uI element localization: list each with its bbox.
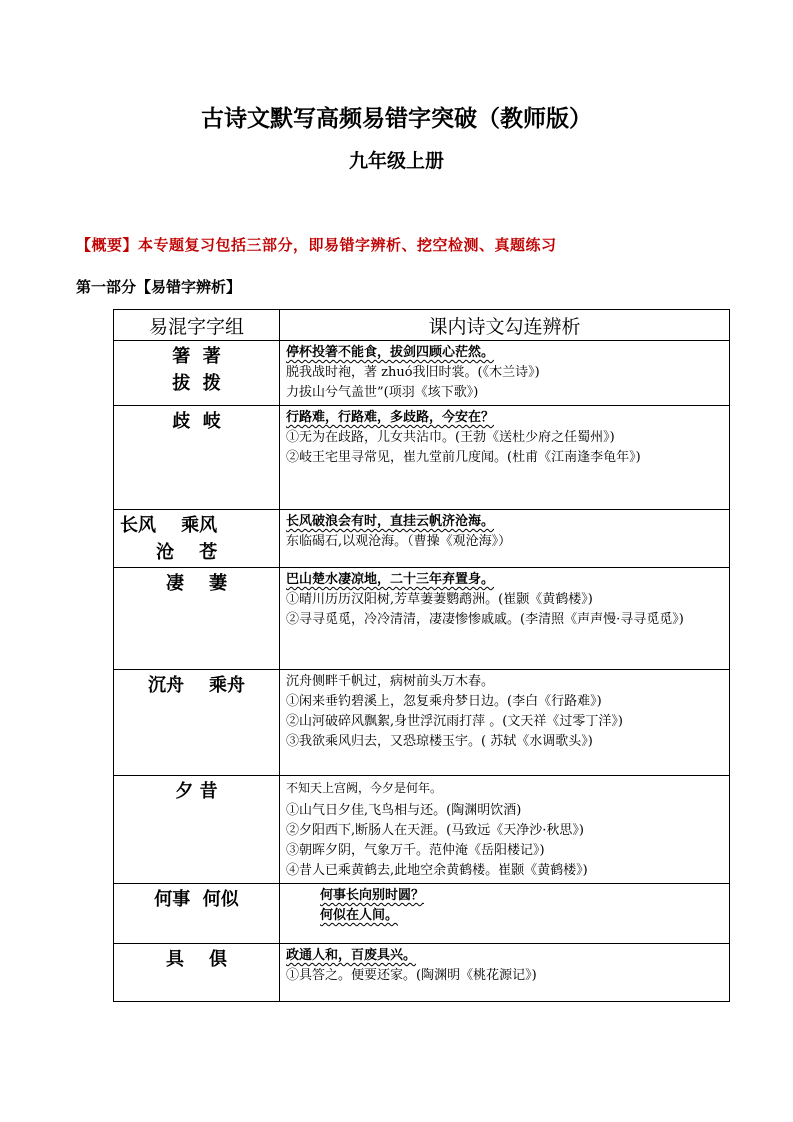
char-group-cell: [114, 944, 280, 1002]
part-heading: 第一部分【易错字辨析】: [76, 278, 242, 296]
verse-line: ②夕阳西下,断肠人在天涯。(马致远《天净沙·秋思》): [286, 823, 584, 838]
char-group: 具 俱: [165, 949, 228, 970]
analysis-cell: [280, 944, 730, 1002]
key-verse: 长风破浪会有时，直挂云帆济沧海。: [286, 514, 495, 529]
key-verse: 巴山楚水凄凉地，二十三年弃置身。: [286, 572, 495, 587]
header-char-group: 易混字字组: [114, 310, 280, 341]
char-group-cell: [114, 670, 280, 776]
confusable-characters-table: [113, 309, 730, 1002]
verse-line: ③朝晖夕阴，气象万千。范仲淹《岳阳楼记》): [286, 843, 545, 858]
table-row: [114, 568, 730, 670]
verse-line: 沉舟侧畔千帆过，病树前头万木春。: [286, 674, 495, 689]
verse-line: 力拔山兮气盖世”(项羽《垓下歌》): [286, 385, 479, 400]
char-group: 歧 岐: [172, 411, 221, 432]
table-row: [114, 670, 730, 776]
key-verse: 何事长向别时圆？: [320, 888, 425, 903]
verse-line: ③我欲乘风归去，又恐琼楼玉宇。( 苏轼《水调歌头》): [286, 734, 593, 749]
header-analysis: 课内诗文勾连辨析: [280, 310, 730, 341]
key-verse: 行路难，行路难，多歧路，今安在？: [286, 410, 495, 425]
analysis-cell: [280, 884, 730, 944]
char-group-cell: [114, 568, 280, 670]
char-group-cell: [114, 776, 280, 884]
char-group: 夕 昔: [175, 781, 218, 802]
char-group: 沧 苍: [156, 542, 218, 563]
table-row: [114, 944, 730, 1002]
verse-line: ②山河破碎风飘絮,身世浮沉雨打萍 。(文天祥《过零丁洋》): [286, 714, 623, 729]
analysis-cell: [280, 510, 730, 568]
table-row: [114, 341, 730, 406]
table-row: [114, 406, 730, 510]
char-group: 沉舟 乘舟: [147, 675, 246, 696]
table-header-row: [114, 310, 730, 341]
verse-line: ①晴川历历汉阳树,芳草萋萋鹦鹉洲。(崔颢《黄鹤楼》): [286, 592, 593, 607]
overview-text: 【概要】本专题复习包括三部分，即易错字辨析、挖空检测、真题练习: [76, 236, 557, 254]
char-group: 箸 著: [172, 346, 221, 367]
verse-line: ②岐王宅里寻常见，崔九堂前几度闻。(杜甫《江南逢李龟年》): [286, 450, 641, 465]
table-row: [114, 776, 730, 884]
key-verse: 政通人和，百废具兴。: [286, 948, 417, 963]
char-group-cell: [114, 406, 280, 510]
analysis-cell: [280, 670, 730, 776]
char-group-cell: [114, 341, 280, 406]
table-row: [114, 510, 730, 568]
verse-line: ①山气日夕佳,飞鸟相与还。(陶渊明饮酒): [286, 803, 522, 818]
verse-line: ①具答之。便要还家。(陶渊明《桃花源记》): [286, 968, 537, 983]
verse-line: 不知天上宫阙，今夕是何年。: [286, 781, 443, 795]
char-group-cell: [114, 510, 280, 568]
analysis-cell: [280, 341, 730, 406]
analysis-cell: [280, 568, 730, 670]
document-title: 古诗文默写高频易错字突破（教师版）: [201, 106, 592, 132]
table-row: [114, 884, 730, 944]
verse-line: ①无为在歧路，儿女共沾巾。(王勃《送杜少府之任蜀州》): [286, 430, 615, 445]
document-subtitle: 九年级上册: [348, 150, 444, 172]
key-verse: 停杯投箸不能食，拔剑四顾心茫然。: [286, 345, 495, 360]
char-group: 凄 萋: [165, 573, 228, 594]
verse-line: 脱我战时袍，著 zhuó我旧时裳。(《木兰诗》): [286, 365, 540, 380]
verse-line: ④昔人已乘黄鹤去,此地空余黄鹤楼。崔颢《黄鹤楼》): [286, 863, 588, 878]
analysis-cell: [280, 776, 730, 884]
char-group: 长风 乘风: [120, 515, 218, 536]
key-verse: 何似在人间。: [320, 908, 399, 923]
verse-line: ②寻寻觅觅，冷冷清清，凄凄惨惨戚戚。(李清照《声声慢·寻寻觅觅》): [286, 612, 684, 627]
verse-line: ①闲来垂钓碧溪上，忽复乘舟梦日边。(李白《行路难》): [286, 694, 602, 709]
char-group-cell: [114, 884, 280, 944]
char-group: 拔 拨: [172, 373, 221, 394]
analysis-cell: [280, 406, 730, 510]
char-group: 何事 何似: [154, 889, 239, 910]
verse-line: 东临碣石,以观沧海。（曹操《观沧海》）: [286, 534, 512, 549]
